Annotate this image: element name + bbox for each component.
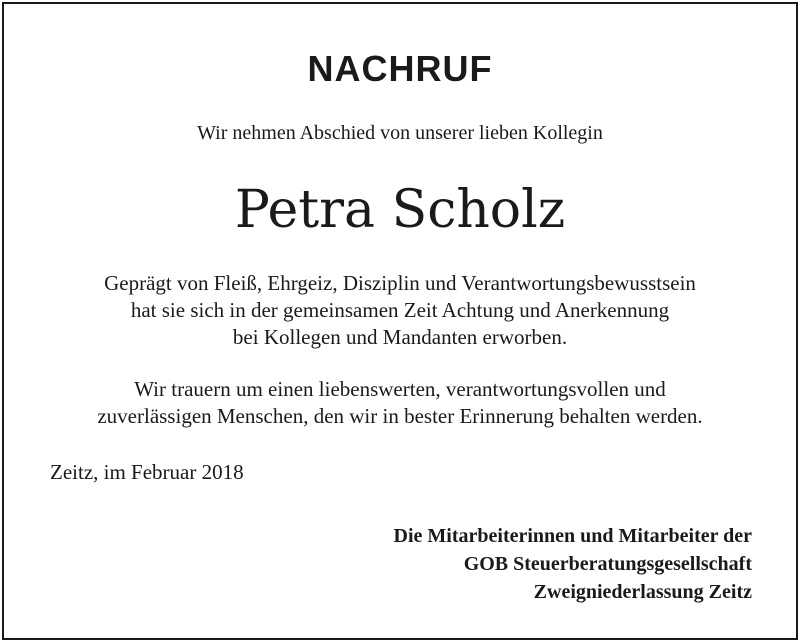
tribute-paragraph bbox=[4, 270, 796, 351]
signature-line: Zweigniederlassung Zeitz bbox=[533, 581, 752, 603]
tribute-line: hat sie sich in der gemeinsamen Zeit Achtung und Anerkennung bbox=[130, 298, 670, 322]
deceased-name: Petra Scholz bbox=[234, 180, 566, 240]
signature-line: GOB Steuerberatungsgesellschaft bbox=[463, 553, 752, 575]
signature-line: Die Mitarbeiterinnen und Mitarbeiter der bbox=[393, 525, 752, 547]
tribute-line: bei Kollegen und Mandanten erworben. bbox=[232, 325, 568, 349]
mourning-paragraph bbox=[4, 376, 796, 430]
place-date: Zeitz, im Februar 2018 bbox=[50, 460, 244, 484]
mourning-line: Wir trauern um einen liebenswerten, verantwortungsvollen und bbox=[134, 377, 666, 401]
intro-line: Wir nehmen Abschied von unserer lieben Kollegin bbox=[197, 122, 603, 144]
signature-block bbox=[394, 522, 752, 606]
notice-title: NACHRUF bbox=[307, 48, 493, 89]
mourning-line: zuverlässigen Menschen, den wir in bester Erinnerung behalten werden. bbox=[97, 404, 703, 428]
tribute-line: Geprägt von Fleiß, Ehrgeiz, Disziplin und Verantwortungsbewusstsein bbox=[104, 271, 696, 295]
obituary-frame bbox=[2, 2, 798, 640]
